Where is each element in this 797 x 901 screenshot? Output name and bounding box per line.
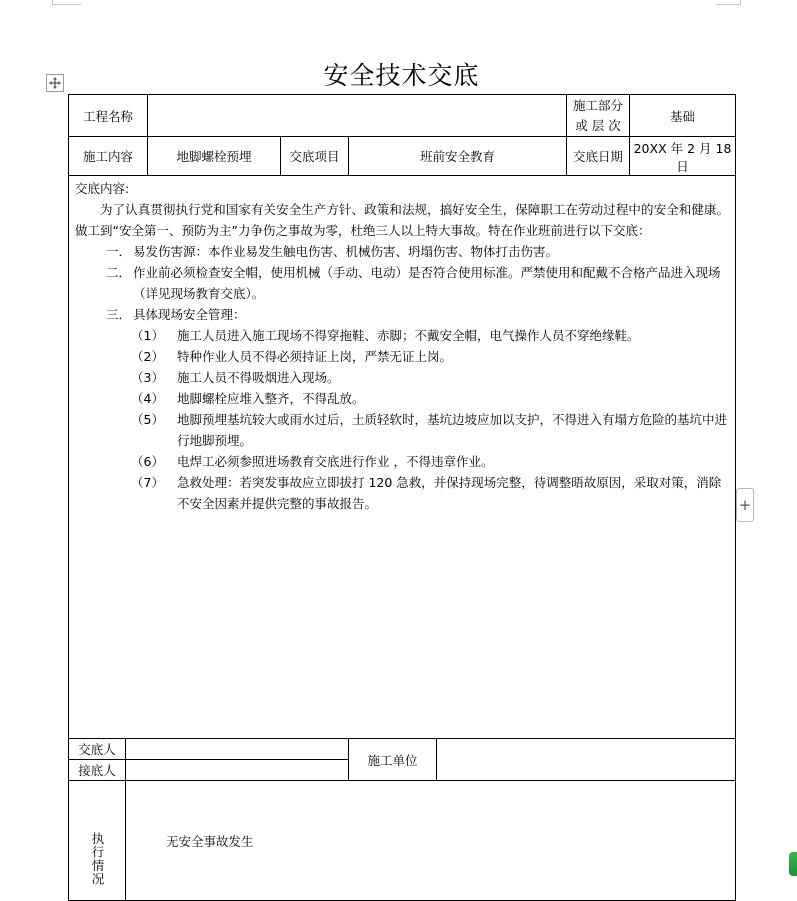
briefing-content-cell[interactable] [69,176,736,739]
briefing-receiver-label: 接底人 [69,760,126,781]
rule-item [75,472,729,514]
rule-number: （2） [131,349,164,364]
body-row [69,176,736,739]
section-text: 作业前必须检查安全帽，使用机械（手动、电动）是否符合使用标准。严禁使用和配戴不合格产品进入现场（详见现场教育交底）。 [133,265,721,301]
intro-paragraph: 为了认真贯彻执行党和国家有关安全生产方针、政策和法规，搞好安全生，保障职工在劳动过程中的安全和健康。做工到“安全第一、预防为主”力争伤之事故为零，杜绝三人以上特大事故。特在作业班前进行以下交底： [75,202,730,238]
construction-part-value[interactable]: 基础 [630,95,736,137]
section-text: 易发伤害源：本作业易发生触电伤害、机械伤害、坍塌伤害、物体打击伤害。 [133,244,559,259]
safety-briefing-table [68,94,736,901]
rule-number: （3） [131,370,164,385]
execution-status-label-text: 执行情况 [90,831,105,886]
rule-item [75,388,729,409]
briefing-receiver-value[interactable] [126,760,349,781]
briefing-item-value[interactable]: 班前安全教育 [349,137,567,176]
content-heading: 交底内容: [75,181,130,196]
page-corner-mark-left [52,0,81,5]
rule-text: 特种作业人员不得必须持证上岗，严禁无证上岗。 [177,349,453,364]
rule-text: 施工人员不得吸烟进入现场。 [177,370,340,385]
project-name-label: 工程名称 [69,95,148,137]
section-number: 三． [105,307,131,322]
briefing-giver-label: 交底人 [69,739,126,760]
section-number: 一． [105,244,131,259]
construction-part-label-line2: 或 层 次 [575,117,621,133]
rule-text: 施工人员进入施工现场不得穿拖鞋、赤脚；不戴安全帽，电气操作人员不穿绝缘鞋。 [177,328,640,343]
table-move-handle[interactable] [46,74,64,92]
rule-item [75,367,729,388]
rule-number: （6） [131,454,164,469]
page-corner-mark-right [716,0,741,5]
move-icon [49,77,61,89]
execution-status-value[interactable]: 无安全事故发生 [126,781,736,901]
project-row [69,95,736,137]
rule-text: 地脚螺栓应堆入整齐，不得乱放。 [177,391,365,406]
rule-number: （7） [131,475,164,490]
briefing-date-label: 交底日期 [567,137,630,176]
rule-number: （1） [131,328,164,343]
work-content-label: 施工内容 [69,137,148,176]
content-row [69,137,736,176]
add-row-button[interactable] [736,488,754,522]
section-item [75,304,729,325]
briefing-item-label: 交底项目 [281,137,349,176]
project-name-value[interactable] [148,95,567,137]
rule-text: 地脚预埋基坑较大或雨水过后，土质轻软时，基坑边坡应加以支护，不得进入有塌方危险的基坑中进行地脚预埋。 [177,412,728,448]
section-item [75,262,729,304]
rule-item [75,325,729,346]
section-number: 二． [105,265,131,280]
rule-item [75,346,729,367]
document-title: 安全技术交底 [323,61,480,90]
briefing-date-value[interactable]: 20XX 年 2 月 18 日 [630,137,736,176]
plus-icon: + [738,496,752,514]
briefing-content [75,178,729,514]
rule-number: （4） [131,391,164,406]
giver-row [69,739,736,760]
construction-unit-label: 施工单位 [349,739,437,781]
work-content-value[interactable]: 地脚螺栓预埋 [148,137,281,176]
rule-item [75,451,729,472]
rule-item [75,409,729,451]
rule-text: 电焊工必须参照进场教育交底进行作业 ，不得违章作业。 [177,454,494,469]
section-item [75,241,729,262]
side-status-marker [789,852,797,876]
execution-row [69,781,736,901]
section-text: 具体现场安全管理： [133,307,246,322]
rule-text: 急救处理：若突发事故应立即拔打 120 急救，并保持现场完整，待调整晤故原因，采取对策，消除不安全因素并提供完整的事故报告。 [177,475,722,511]
briefing-giver-value[interactable] [126,739,349,760]
construction-part-label [567,95,630,137]
construction-unit-value[interactable] [437,739,736,781]
construction-part-label-line1: 施工部分 [573,97,624,113]
execution-status-label [69,781,126,901]
rule-number: （5） [131,412,164,427]
